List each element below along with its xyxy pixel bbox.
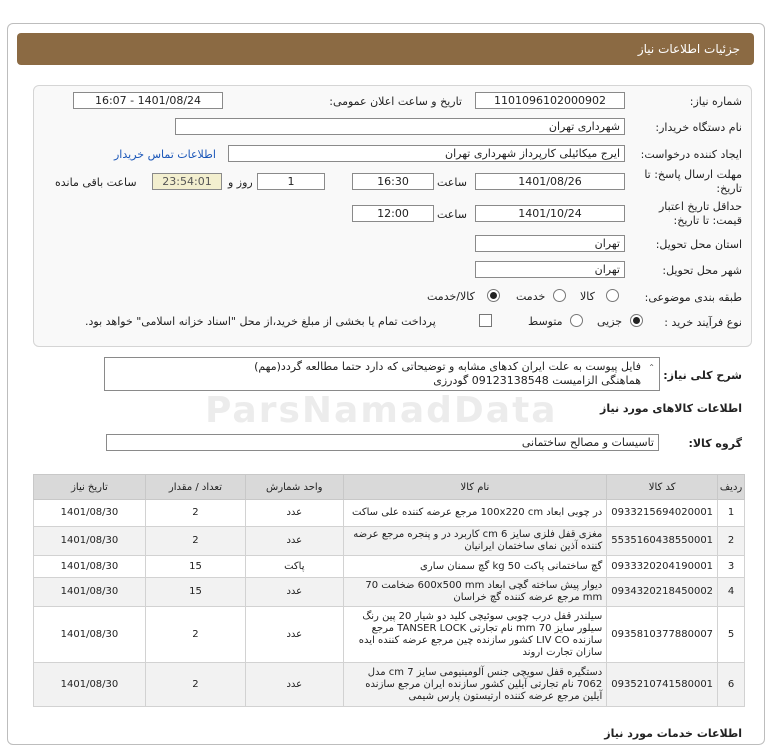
description-line-1: فایل پیوست به علت ایران کدهای مشابه و توضیحاتی که دارد حتما مطالعه گردد(مهم): [254, 360, 641, 373]
table-row: [34, 578, 745, 607]
category-label: طبقه بندی موضوعی:: [644, 291, 742, 304]
requester-field: ایرج میکائیلی کارپرداز شهرداری تهران: [228, 145, 625, 162]
table-row: [34, 527, 745, 556]
cell-unit: عدد: [246, 500, 343, 527]
validity-time-field: 12:00: [352, 205, 434, 222]
cell-qty: 2: [145, 663, 245, 707]
cell-code: 0934320218450002: [607, 578, 718, 607]
table-row: [34, 556, 745, 578]
cell-code: 0935210741580001: [607, 663, 718, 707]
category-goods-service-label: کالا/خدمت: [427, 290, 475, 303]
purchase-minor-radio[interactable]: [630, 314, 643, 327]
deadline-time-field: 16:30: [352, 173, 434, 190]
cell-date: 1401/08/30: [34, 556, 146, 578]
cell-name: گچ ساختمانی پاکت 50 kg گچ سمنان ساری: [343, 556, 607, 578]
announce-field: 1401/08/24 - 16:07: [73, 92, 223, 109]
cell-qty: 2: [145, 527, 245, 556]
table-row: [34, 500, 745, 527]
cell-code: 0935810377880007: [607, 607, 718, 663]
description-label: شرح کلی نیاز:: [663, 369, 742, 382]
contact-buyer-link[interactable]: اطلاعات تماس خریدار: [114, 148, 216, 161]
table-row: [34, 607, 745, 663]
cell-date: 1401/08/30: [34, 607, 146, 663]
cell-row: 6: [718, 663, 745, 707]
deadline-label-2: تاریخ:: [716, 182, 742, 195]
col-date: تاریخ نیاز: [34, 475, 146, 500]
cell-row: 2: [718, 527, 745, 556]
province-label: استان محل تحویل:: [655, 238, 742, 251]
cell-date: 1401/08/30: [34, 527, 146, 556]
col-code: کد کالا: [607, 475, 718, 500]
category-service-label: خدمت: [516, 290, 546, 303]
cell-date: 1401/08/30: [34, 663, 146, 707]
buyer-org-label: نام دستگاه خریدار:: [655, 121, 742, 134]
cell-row: 4: [718, 578, 745, 607]
category-goods-label: کالا: [580, 290, 595, 303]
description-line-2: هماهنگی الزامیست 09123138548 گودرزی: [433, 374, 641, 387]
cell-row: 3: [718, 556, 745, 578]
requester-label: ایجاد کننده درخواست:: [640, 148, 742, 161]
need-number-field: 1101096102000902: [475, 92, 625, 109]
buyer-org-field: شهرداری تهران: [175, 118, 625, 135]
resize-handle-icon[interactable]: ⌃: [648, 363, 655, 372]
cell-unit: پاکت: [246, 556, 343, 578]
services-section-title: اطلاعات خدمات مورد نیاز: [604, 727, 742, 740]
cell-name: دیوار پیش ساخته گچی ابعاد 600x500 mm ضخامت 70 mm مرجع عرضه کننده گچ خراسان: [343, 578, 607, 607]
purchase-type-label: نوع فرآیند خرید :: [664, 316, 742, 329]
need-number-label: شماره نیاز:: [689, 95, 742, 108]
deadline-label: مهلت ارسال پاسخ: تا: [644, 168, 742, 181]
cell-qty: 15: [145, 578, 245, 607]
category-goods-radio[interactable]: [606, 289, 619, 302]
description-field: [104, 357, 660, 391]
page-header: [17, 33, 754, 65]
cell-qty: 2: [145, 500, 245, 527]
category-goods-service-radio[interactable]: [487, 289, 500, 302]
page-title: جزئیات اطلاعات نیاز: [637, 42, 740, 56]
city-field: تهران: [475, 261, 625, 278]
cell-name: مغزی قفل فلزی سایز 6 cm کاربرد در و پنجره مرجع عرضه کننده آذین نمای ساختمان ایرانیان: [343, 527, 607, 556]
announce-label: تاریخ و ساعت اعلان عمومی:: [329, 95, 462, 108]
validity-label-2: قیمت: تا تاریخ:: [673, 214, 742, 227]
province-field: تهران: [475, 235, 625, 252]
days-label: روز و: [228, 176, 253, 189]
category-service-radio[interactable]: [553, 289, 566, 302]
days-remaining-field: 1: [257, 173, 325, 190]
cell-qty: 15: [145, 556, 245, 578]
col-qty: تعداد / مقدار: [145, 475, 245, 500]
cell-unit: عدد: [246, 607, 343, 663]
goods-group-field: تاسیسات و مصالح ساختمانی: [106, 434, 659, 451]
deadline-date-field: 1401/08/26: [475, 173, 625, 190]
watermark: ParsNamadData: [205, 390, 558, 431]
goods-table: [33, 474, 745, 707]
goods-table-header: [34, 475, 745, 500]
cell-code: 0933320204190001: [607, 556, 718, 578]
col-name: نام کالا: [343, 475, 607, 500]
treasury-payment-checkbox[interactable]: [479, 314, 492, 327]
cell-name: در چوبی ابعاد 100x220 cm مرجع عرضه کننده علی ساکت: [343, 500, 607, 527]
validity-date-field: 1401/10/24: [475, 205, 625, 222]
cell-qty: 2: [145, 607, 245, 663]
deadline-time-label: ساعت: [437, 176, 467, 189]
cell-unit: عدد: [246, 527, 343, 556]
cell-date: 1401/08/30: [34, 500, 146, 527]
purchase-medium-radio[interactable]: [570, 314, 583, 327]
col-row: ردیف: [718, 475, 745, 500]
cell-code: 0933215694020001: [607, 500, 718, 527]
cell-unit: عدد: [246, 578, 343, 607]
cell-name: دستگیره قفل سویچی جنس آلومینیومی سایز 7 cm مدل 7062 نام تجارتی آیلین کشور سازنده ایران مرجع سازنده آیلین مرجع عرضه کننده ارتیستون پارس شیمی: [343, 663, 607, 707]
cell-row: 5: [718, 607, 745, 663]
validity-time-label: ساعت: [437, 208, 467, 221]
cell-name: سیلندر قفل درب چوبی سوئیچی کلید دو شیار 20 پین رنگ سیلور سایز 70 mm نام تجارتی TANSER LOCK مرجع سازنده LIV CO کشور سازنده چین مرجع عرضه کننده ایده سازان تجارت اروند: [343, 607, 607, 663]
treasury-payment-note: پرداخت تمام یا بخشی از مبلغ خرید،از محل "اسناد خزانه اسلامی" خواهد بود.: [85, 315, 436, 328]
purchase-minor-label: جزیی: [597, 315, 623, 328]
remaining-label: ساعت باقی مانده: [55, 176, 137, 189]
cell-unit: عدد: [246, 663, 343, 707]
col-unit: واحد شمارش: [246, 475, 343, 500]
remaining-time-field: 23:54:01: [152, 173, 222, 190]
city-label: شهر محل تحویل:: [662, 264, 742, 277]
goods-section-title: اطلاعات کالاهای مورد نیاز: [600, 402, 742, 415]
validity-label: حداقل تاریخ اعتبار: [658, 200, 742, 213]
cell-code: 5535160438550001: [607, 527, 718, 556]
purchase-medium-label: متوسط: [528, 315, 563, 328]
table-row: [34, 663, 745, 707]
cell-date: 1401/08/30: [34, 578, 146, 607]
goods-group-label: گروه کالا:: [688, 437, 742, 450]
cell-row: 1: [718, 500, 745, 527]
